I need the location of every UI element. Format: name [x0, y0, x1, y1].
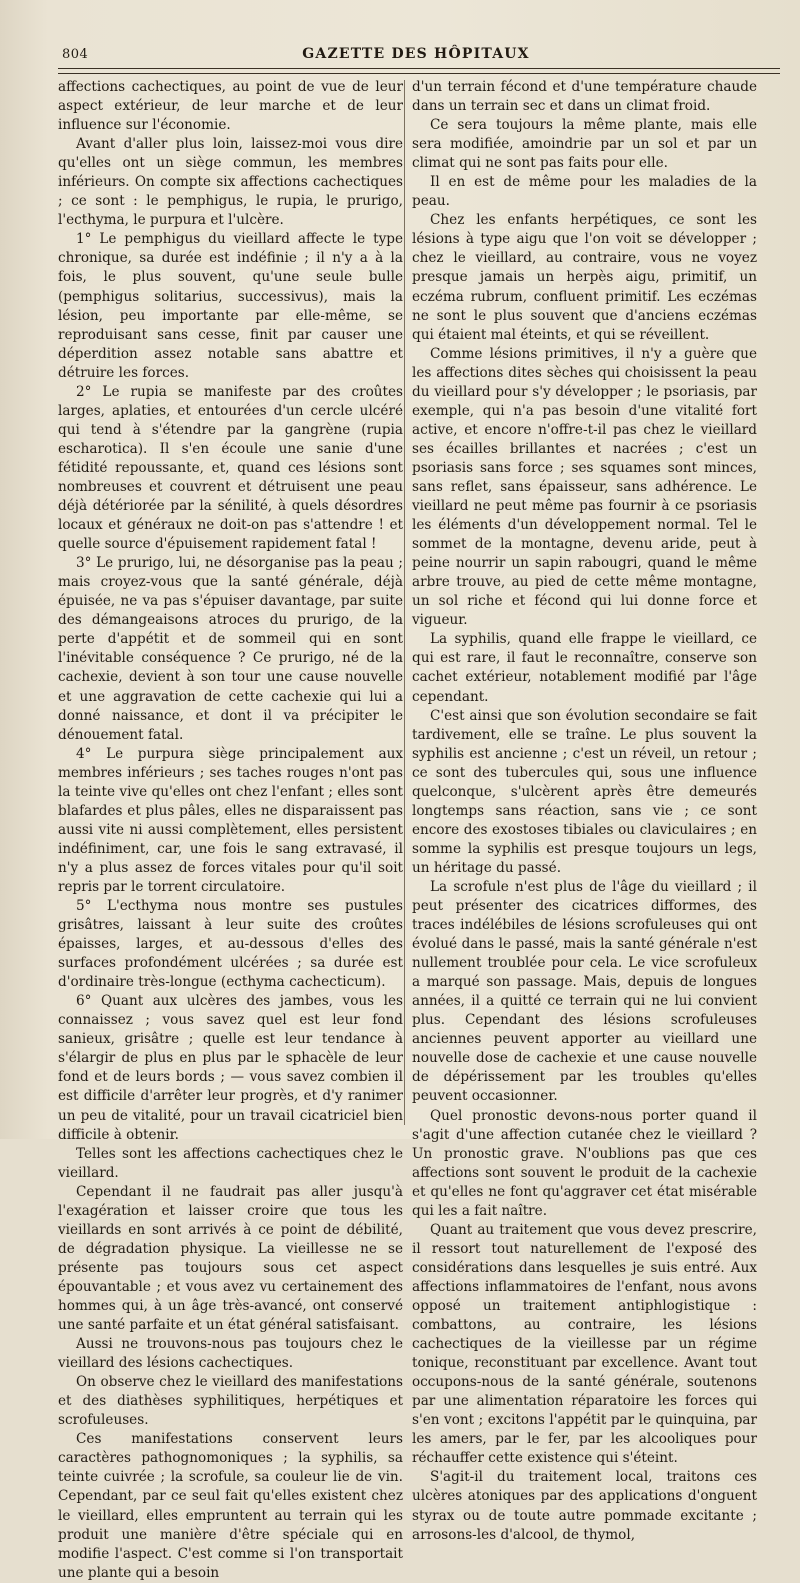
- paragraph: affections cachectiques, au point de vue de leur aspect extérieur, de leur marche et de leur influence sur l'économie.: [58, 79, 403, 134]
- paragraph: C'est ainsi que son évolution secondaire se fait tardivement, elle se traîne. Le plus souvent la syphilis est ancienne ; c'est un réveil, un retour ; ce sont des tubercules qui, sous une influence quelconque, s'ulcèrent après être demeurés longtemps sans réaction, sans vie ; ce sont encore des exostoses tibiales ou claviculaires ; en somme la syphilis est presque toujours un legs, un héritage du passé.: [412, 707, 757, 876]
- paragraph: Chez les enfants herpétiques, ce sont les lésions à type aigu que l'on voit se développer ; chez le vieillard, au contraire, vous ne voyez presque jamais un herpès aigu, primitif, un eczéma rubrum, confluent primitif. Les eczémas ne sont le plus souvent que d'anciens eczémas qui étaient mal éteints, et qui se réveillent.: [412, 212, 757, 343]
- paragraph: Ce sera toujours la même plante, mais elle sera modifiée, amoindrie par un sol et par un climat qui ne sont pas faits pour elle.: [412, 117, 757, 172]
- paragraph: 5° L'ecthyma nous montre ses pustules grisâtres, laissant à leur suite des croûtes épaisses, larges, et au-dessous d'elles des surfaces profondément ulcérées ; sa durée est d'ordinaire très-longue (ecthyma cachecticum).: [58, 898, 403, 991]
- page-header: [58, 44, 774, 66]
- header-rule-top: [58, 68, 780, 69]
- running-title: GAZETTE DES HÔPITAUX: [302, 46, 530, 62]
- paragraph: Ces manifestations conservent leurs caractères pathognomoniques ; la syphilis, sa teinte cuivrée ; la scrofule, sa couleur lie de vin. Cependant, par ce seul fait qu'elles existent chez le vieillard, elles empruntent au terrain qui les produit une manière d'être spéciale qui en modifie l'aspect. C'est comme si l'on transportait une plante qui a besoin: [58, 1431, 403, 1581]
- paragraph: 1° Le pemphigus du vieillard affecte le type chronique, sa durée est indéfinie ; il n'y a à la fois, le plus souvent, qu'une seule bulle (pemphigus solitarius, successivus), mais la lésion, peu importante par elle-même, se reproduisant sans cesse, finit par causer une déperdition assez notable sans abattre et détruire les forces.: [58, 231, 403, 381]
- paragraph: Aussi ne trouvons-nous pas toujours chez le vieillard des lésions cachectiques.: [58, 1336, 403, 1372]
- column-divider: [404, 80, 405, 1125]
- header-rule-bottom: [58, 73, 780, 74]
- paragraph: 3° Le prurigo, lui, ne désorganise pas la peau ; mais croyez-vous que la santé générale, déjà épuisée, ne va pas s'épuiser davantage, par suite des démangeaisons atroces du prurigo, de la perte d'appétit et de sommeil qui en sont l'inévitable conséquence ? Ce prurigo, né de la cachexie, devient à son tour une cause nouvelle et une aggravation de cette cachexie qui lui a donné naissance, et dont il va précipiter le dénouement fatal.: [58, 555, 403, 743]
- paragraph: La scrofule n'est plus de l'âge du vieillard ; il peut présenter des cicatrices difformes, des traces indélébiles de lésions scrofuleuses qui ont évolué dans le passé, mais la santé générale n'est nullement troublée pour cela. Le vice scrofuleux a marqué son passage. Mais, depuis de longues années, il a quitté ce terrain qui ne lui convient plus. Cependant des lésions scrofuleuses anciennes peuvent apporter au vieillard une nouvelle dose de cachexie et une cause nouvelle de dépérissement par les troubles qu'elles peuvent occasionner.: [412, 878, 757, 1105]
- paragraph: 4° Le purpura siège principalement aux membres inférieurs ; ses taches rouges n'ont pas la teinte vive qu'elles ont chez l'enfant ; elles sont blafardes et plus pâles, elles ne disparaissent pas aussi vite ni aussi complètement, elles persistent indéfiniment, car, une fois le sang extravasé, il n'y a plus assez de forces vitales pour qu'il soit repris par le torrent circulatoire.: [58, 745, 403, 895]
- right-column: [412, 78, 757, 1543]
- page-number: 804: [62, 47, 89, 62]
- paragraph: Cependant il ne faudrait pas aller jusqu'à l'exagération et laisser croire que tous les vieillards en sont arrivés à ce point de débilité, de dégradation physique. La vieillesse ne se présente pas toujours sous cet aspect épouvantable ; et vous avez vu certainement des hommes qui, à un âge très-avancé, ont conservé une santé parfaite et un état général satisfaisant.: [58, 1183, 403, 1334]
- paragraph: d'un terrain fécond et d'une température chaude dans un terrain sec et dans un climat froid.: [412, 79, 757, 115]
- paragraph: La syphilis, quand elle frappe le vieillard, ce qui est rare, il faut le reconnaître, conserve son cachet extérieur, notablement modifié par l'âge cependant.: [412, 631, 757, 705]
- paragraph: 6° Quant aux ulcères des jambes, vous les connaissez ; vous savez quel est leur fond sanieux, grisâtre ; quelle est leur tendance à s'élargir de plus en plus par le sphacèle de leur fond et de leurs bords ; — vous savez combien il est difficile d'arrêter leur progrès, et d'y ranimer un peu de vitalité, pour un travail cicatriciel bien difficile à obtenir.: [58, 993, 403, 1143]
- left-column: [58, 78, 403, 1581]
- paragraph: Quel pronostic devons-nous porter quand il s'agit d'une affection cutanée chez le vieillard ? Un pronostic grave. N'oublions pas que ces affections sont souvent le produit de la cachexie et qu'elles ne font qu'aggraver cet état misérable qui les a fait naître.: [412, 1107, 757, 1219]
- paragraph: 2° Le rupia se manifeste par des croûtes larges, aplaties, et entourées d'un cercle ulcéré qui tend à s'étendre par la gangrène (rupia escharotica). Il s'en écoule une sanie d'une fétidité repoussante, et, quand ces lésions sont nombreuses et couvrent et détruisent une peau déjà détériorée par la sénilité, à quels désordres locaux et généraux ne doit-on pas s'attendre ! et quelle source d'épuisement rapidement fatal !: [58, 383, 403, 553]
- paragraph: Comme lésions primitives, il n'y a guère que les affections dites sèches qui choisissent la peau du vieillard pour s'y développer ; le psoriasis, par exemple, qui n'a pas besoin d'une vitalité fort active, et encore n'offre-t-il pas chez le vieillard ses écailles brillantes et nacrées ; c'est un psoriasis sans force ; ses squames sont minces, sans reflet, sans épaisseur, sans adhérence. Le vieillard ne peut même pas fournir à ce psoriasis les éléments d'un développement normal. Tel le sommet de la montagne, devenu aride, peut à peine nourrir un sapin rabougri, quand le même arbre trouve, au pied de cette même montagne, un sol riche et fécond qui lui donne force et vigueur.: [412, 345, 757, 629]
- paragraph: Avant d'aller plus loin, laissez-moi vous dire qu'elles ont un siège commun, les membres inférieurs. On compte six affections cachectiques ; ce sont : le pemphigus, le rupia, le prurigo, l'ecthyma, le purpura et l'ulcère.: [58, 136, 403, 229]
- paragraph: Il en est de même pour les maladies de la peau.: [412, 174, 757, 210]
- paragraph: Telles sont les affections cachectiques chez le vieillard.: [58, 1145, 403, 1181]
- paragraph: S'agit-il du traitement local, traitons ces ulcères atoniques par des applications d'onguent styrax ou de toute autre pommade excitante ; arrosons-les d'alcool, de thymol,: [412, 1469, 757, 1543]
- paragraph: Quant au traitement que vous devez prescrire, il ressort tout naturellement de l'exposé des considérations dans lesquelles je suis entré. Aux affections inflammatoires de l'enfant, nous avons opposé un traitement antiphlogistique : combattons, au contraire, les lésions cachectiques de la vieillesse par un régime tonique, reconstituant par excellence. Avant tout occupons-nous de la santé générale, soutenons par une alimentation réparatoire les forces qui s'en vont ; excitons l'appétit par le quinquina, par les amers, par le fer, par les alcooliques pour réchauffer cette existence qui s'éteint.: [412, 1221, 757, 1467]
- paragraph: On observe chez le vieillard des manifestations et des diathèses syphilitiques, herpétiques et scrofuleuses.: [58, 1374, 403, 1429]
